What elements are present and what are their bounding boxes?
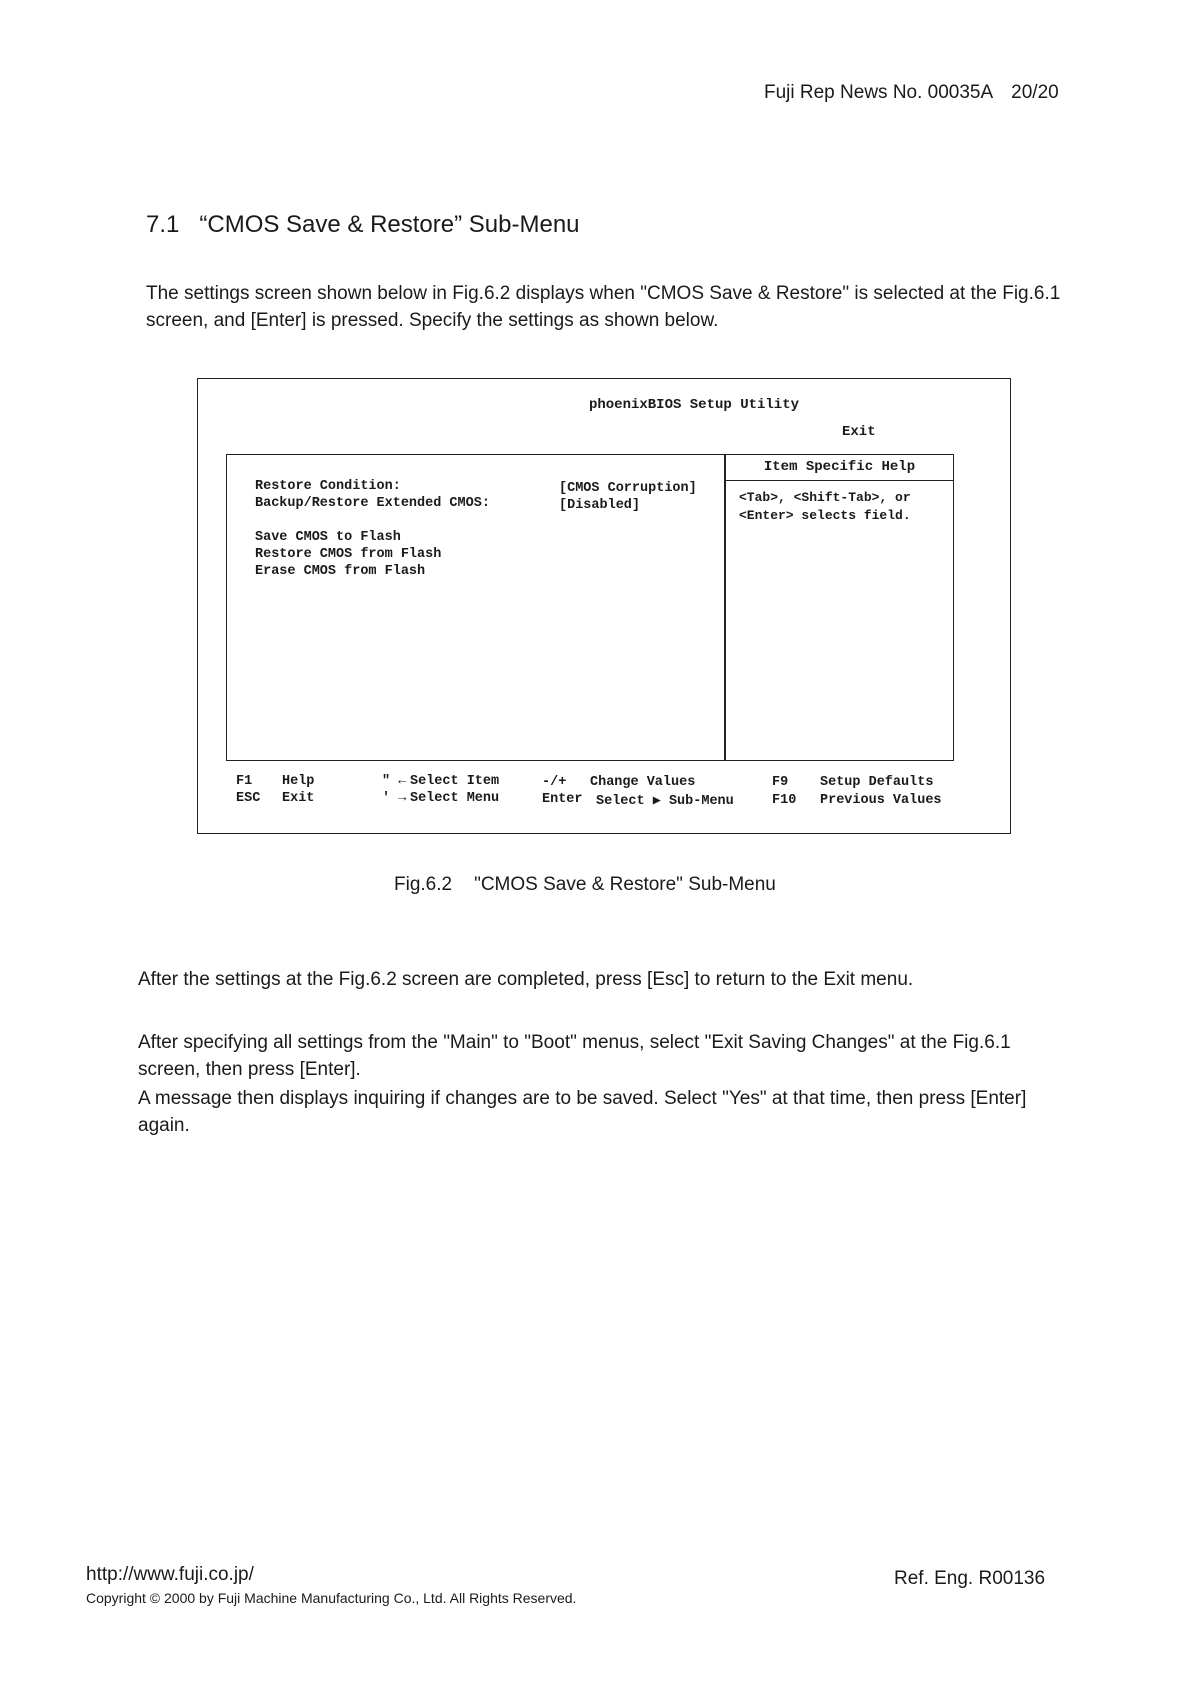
- section-heading: [146, 211, 580, 239]
- key-exit-label: Exit: [282, 791, 315, 806]
- help-line: <Enter> selects field.: [739, 508, 911, 523]
- restore-cmos-from-flash: Restore CMOS from Flash: [255, 547, 442, 562]
- item-specific-help-text: [739, 489, 911, 525]
- page-header: [764, 82, 1059, 104]
- erase-cmos-from-flash: Erase CMOS from Flash: [255, 564, 426, 579]
- key-help-label: Help: [282, 774, 315, 789]
- figure-number: Fig.6.2: [394, 874, 453, 895]
- section-title: “CMOS Save & Restore” Sub-Menu: [199, 211, 580, 238]
- item-specific-help-header: Item Specific Help: [726, 455, 953, 481]
- after-settings-paragraph: After the settings at the Fig.6.2 screen are completed, press [Esc] to return to the Exit menu.: [138, 969, 914, 990]
- key-setup-defaults-label: Setup Defaults: [820, 775, 934, 790]
- left-right-arrows-icon: ' →: [382, 791, 407, 806]
- publication-number: Fuji Rep News No. 00035A: [764, 82, 994, 103]
- key-esc: ESC: [236, 791, 261, 806]
- key-select-submenu-label: Select ▶ Sub-Menu: [596, 794, 734, 809]
- backup-restore-extended-cmos-label: Backup/Restore Extended CMOS:: [255, 496, 490, 511]
- exit-saving-paragraph: After specifying all settings from the "Main" to "Boot" menus, select "Exit Saving Changes" at the Fig.6.1 screen, then press [Enter].: [138, 1032, 1011, 1080]
- key-f10: F10: [772, 793, 797, 808]
- footer-url: http://www.fuji.co.jp/: [86, 1564, 254, 1585]
- restore-condition-label: Restore Condition:: [255, 479, 401, 494]
- save-cmos-to-flash: Save CMOS to Flash: [255, 530, 401, 545]
- bios-key-legend: [236, 774, 996, 818]
- key-change-values-label: Change Values: [590, 775, 696, 790]
- key-enter: Enter: [542, 792, 583, 807]
- footer-copyright: Copyright © 2000 by Fuji Machine Manufacturing Co., Ltd. All Rights Reserved.: [86, 1590, 577, 1606]
- footer-reference: Ref. Eng. R00136: [894, 1568, 1046, 1589]
- up-down-arrows-icon: " ←: [382, 774, 407, 789]
- intro-paragraph: The settings screen shown below in Fig.6.2 displays when "CMOS Save & Restore" is selected at the Fig.6.1 screen, and [Enter] is pressed. Specify the settings as shown below.: [146, 283, 1061, 331]
- bios-screenshot: [197, 378, 1011, 834]
- figure-title: "CMOS Save & Restore" Sub-Menu: [474, 874, 776, 895]
- restore-condition-value: [CMOS Corruption]: [559, 481, 697, 496]
- key-minus-plus: -/+: [542, 775, 567, 790]
- key-previous-values-label: Previous Values: [820, 793, 942, 808]
- figure-caption: [394, 874, 776, 896]
- bios-menu-exit: Exit: [842, 424, 876, 440]
- key-select-menu-label: Select Menu: [410, 791, 500, 806]
- bios-title: phoenixBIOS Setup Utility: [588, 397, 800, 413]
- backup-restore-extended-cmos-value: [Disabled]: [559, 498, 641, 513]
- help-line: <Tab>, <Shift-Tab>, or: [739, 490, 911, 505]
- bios-settings-panel: [226, 454, 954, 761]
- bios-panel-divider: [724, 455, 726, 760]
- key-f9: F9: [772, 775, 789, 790]
- key-f1: F1: [236, 774, 253, 789]
- save-message-paragraph: A message then displays inquiring if changes are to be saved. Select "Yes" at that time, then press [Enter] again.: [138, 1088, 1027, 1136]
- section-number: 7.1: [146, 211, 180, 238]
- page-number: 20/20: [1011, 82, 1059, 103]
- key-select-item-label: Select Item: [410, 774, 500, 789]
